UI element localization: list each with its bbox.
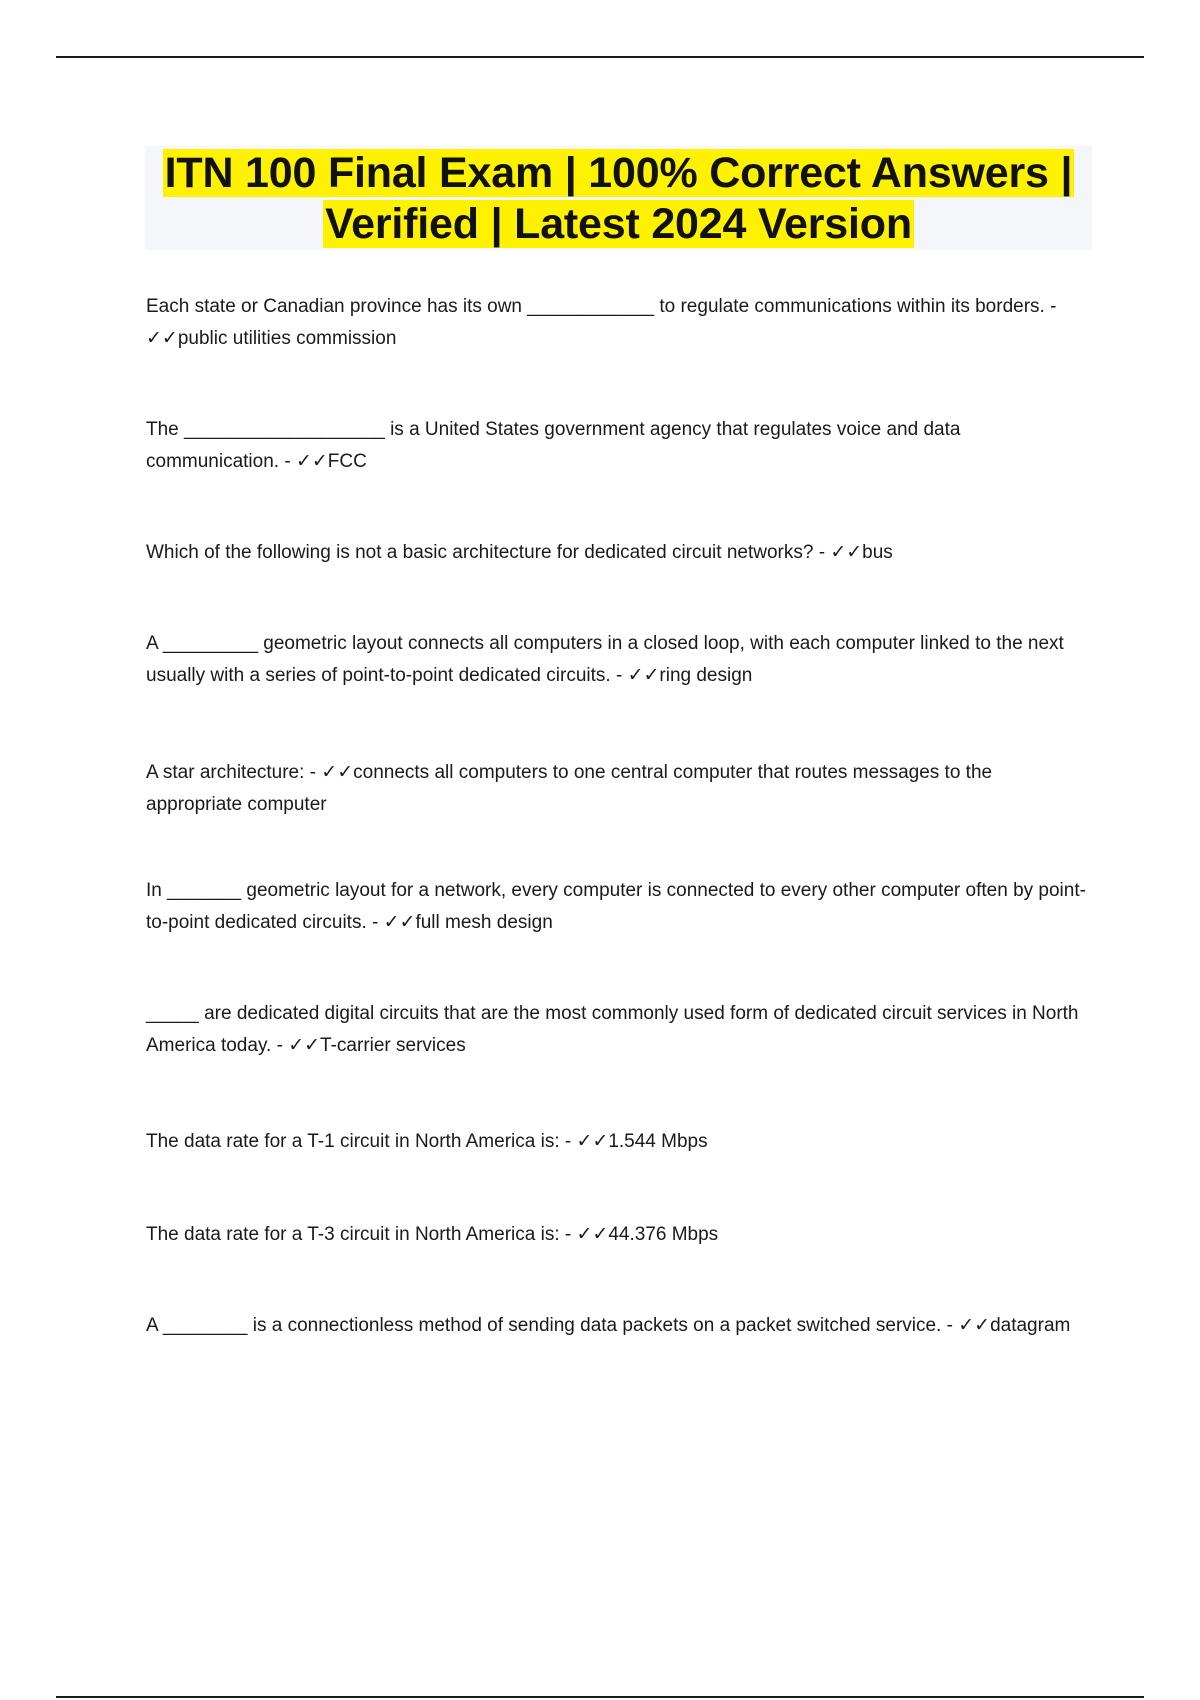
title-highlight: ITN 100 Final Exam | 100% Correct Answers | Verified | Latest 2024 Version — [164, 149, 1073, 248]
qa-item — [146, 628, 1086, 692]
top-rule — [56, 56, 1144, 58]
answer-text: ✓✓ring design — [627, 665, 753, 686]
qa-item — [146, 1219, 1086, 1251]
qa-item — [146, 291, 1086, 355]
answer-text: ✓✓1.544 Mbps — [576, 1131, 708, 1152]
answer-text: ✓✓datagram — [958, 1315, 1071, 1336]
question-text: The data rate for a T-3 circuit in North America is: - — [146, 1224, 577, 1245]
qa-item — [146, 757, 1086, 821]
qa-item — [146, 875, 1086, 939]
bottom-rule — [56, 1696, 1144, 1698]
qa-item — [146, 1126, 1086, 1158]
question-text: Each state or Canadian province has its own ____________ to regulate communications within its borders. - — [146, 296, 1057, 317]
answer-text: ✓✓FCC — [295, 451, 367, 472]
question-text: _____ are dedicated digital circuits that are the most commonly used form of dedicated circuit services in North America today. - — [146, 1003, 1079, 1056]
question-text: A star architecture: - — [146, 762, 322, 783]
answer-text: ✓✓44.376 Mbps — [576, 1224, 719, 1245]
question-text: Which of the following is not a basic architecture for dedicated circuit networks? - — [146, 542, 831, 563]
answer-text: ✓✓bus — [830, 542, 893, 563]
question-text: A _________ geometric layout connects all computers in a closed loop, with each computer linked to the next usually with a series of point-to-point dedicated circuits. - — [146, 633, 1064, 686]
answer-text: ✓✓full mesh design — [383, 912, 553, 933]
question-text: The ___________________ is a United States government agency that regulates voice and data communication. - — [146, 419, 961, 472]
qa-item — [146, 537, 1086, 569]
question-text: A ________ is a connectionless method of sending data packets on a packet switched service. - — [146, 1315, 959, 1336]
answer-text: ✓✓public utilities commission — [146, 328, 397, 349]
qa-item — [146, 1310, 1086, 1342]
question-text: In _______ geometric layout for a network, every computer is connected to every other computer often by point-to-point dedicated circuits. - — [146, 880, 1086, 933]
title-block — [145, 146, 1092, 250]
question-text: The data rate for a T-1 circuit in North America is: - — [146, 1131, 577, 1152]
document-title — [145, 146, 1092, 250]
qa-item — [146, 414, 1086, 478]
answer-text: ✓✓connects all computers to one central computer that routes messages to the appropriate computer — [146, 762, 993, 815]
qa-item — [146, 998, 1086, 1062]
answer-text: ✓✓T-carrier services — [288, 1035, 466, 1056]
